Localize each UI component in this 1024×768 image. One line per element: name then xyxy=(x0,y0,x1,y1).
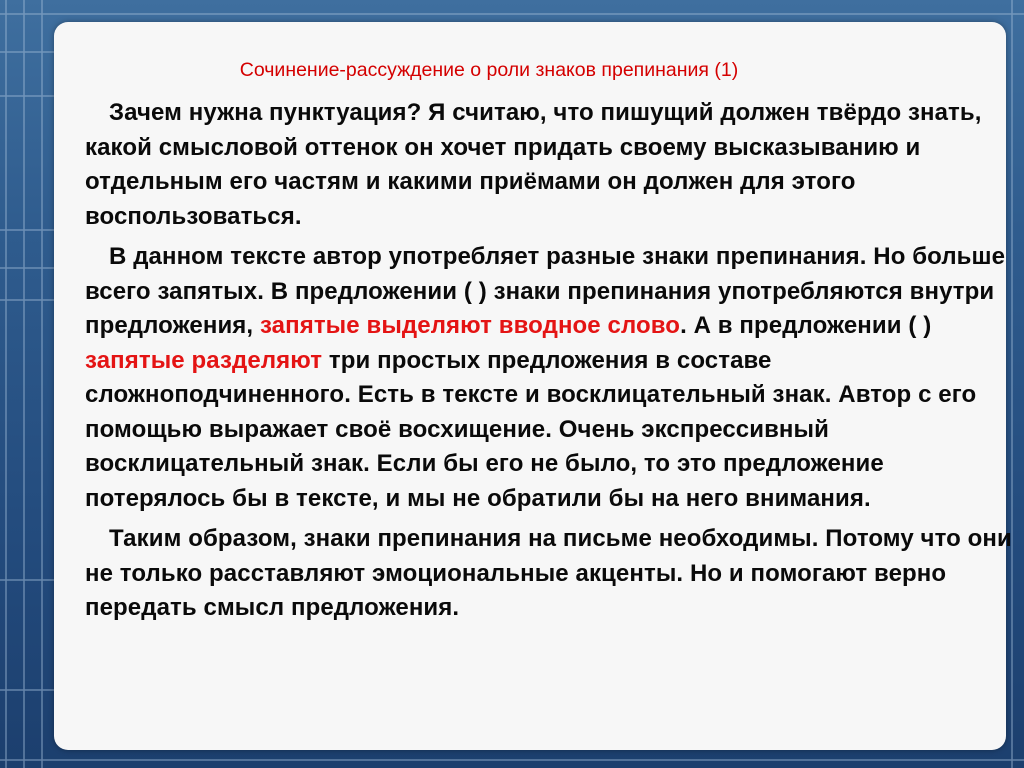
slide-title: Сочинение-рассуждение о роли знаков препинания (1) xyxy=(239,59,739,81)
paragraph-2-part-2: . А в предложении ( ) xyxy=(680,312,932,339)
paragraph-2-part-3: три простых предложения в составе сложноподчиненного. Есть в тексте и восклицательный знак. Автор с его помощью выражает своё восхищение. Очень экспрессивный восклицательный знак. Если бы его не было, то это предложение потерялось бы в тексте, и мы не обратили бы на него внимания. xyxy=(85,346,977,512)
highlight-commas-separate: запятые разделяют xyxy=(85,346,323,374)
highlight-commas-introductory: запятые выделяют вводное слово xyxy=(259,312,681,339)
paragraph-2-part-1: В данном тексте автор употребляет разные знаки препинания. Но больше всего запятых. В предложении ( ) знаки препинания употребляются внутри предложения, xyxy=(85,243,1006,339)
paragraph-3: Таким образом, знаки препинания на письме необходимы. Потому что они не только расставляют эмоциональные акценты. Но и помогают верно передать смысл предложения. xyxy=(85,525,1012,621)
paragraph-1: Зачем нужна пунктуация? Я считаю, что пишущий должен твёрдо знать, какой смысловой оттенок он хочет придать своему высказыванию и отдельным его частям и какими приёмами он должен для этого воспользоваться. xyxy=(85,99,982,230)
essay-body xyxy=(85,96,1017,632)
paragraph-2 xyxy=(85,240,1017,516)
